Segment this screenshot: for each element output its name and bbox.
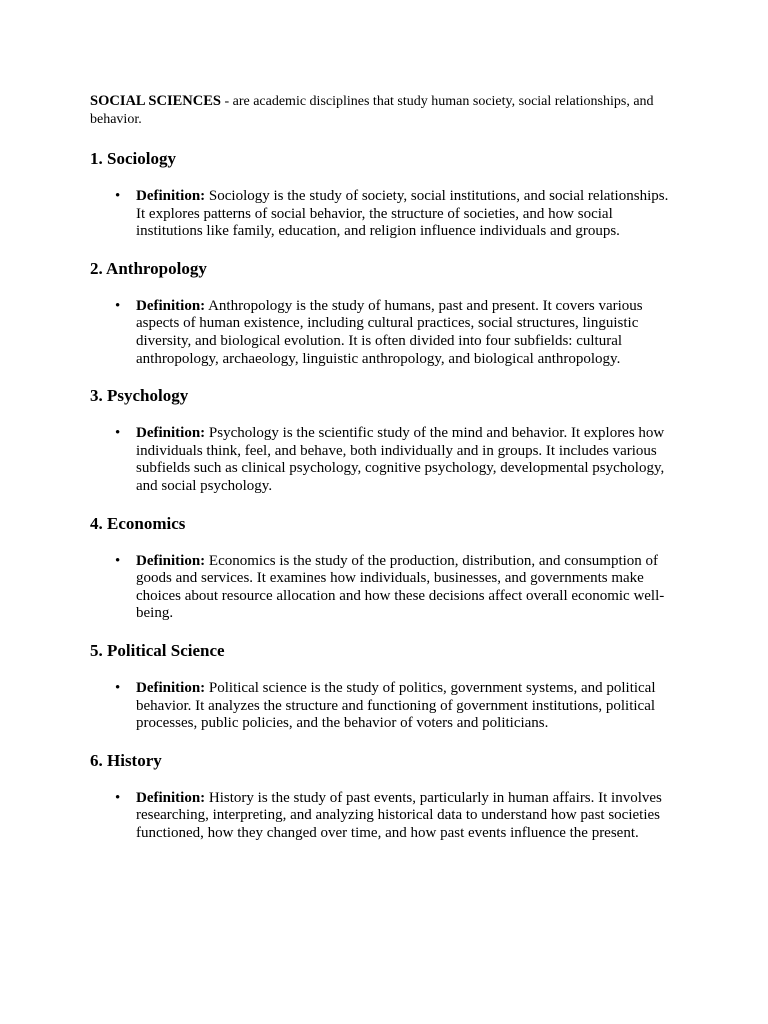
definition-text: Economics is the study of the production, distribution, and consumption of goods and services. It examines how individuals, businesses, and governments make choices about resource allocation and how these decisions affect overall economic well-being. — [136, 552, 665, 622]
definition-label: Definition: — [136, 679, 206, 696]
definition-text: Sociology is the study of society, social institutions, and social relationships. It explores patterns of social behavior, the structure of societies, and how social institutions like family, education, and religion influence individuals and groups. — [136, 188, 669, 240]
bullet-icon: • — [115, 789, 121, 806]
definition-list — [90, 425, 672, 495]
intro-term: SOCIAL SCIENCES — [90, 93, 221, 109]
definition-label: Definition: — [136, 425, 206, 442]
definition-item — [115, 679, 672, 733]
definition-list — [90, 790, 672, 843]
section-anthropology — [90, 259, 672, 368]
section-heading: 6. History — [90, 750, 162, 770]
section-heading: 4. Economics — [90, 513, 186, 533]
bullet-icon: • — [115, 297, 121, 314]
definition-list — [90, 553, 672, 623]
section-heading: 2. Anthropology — [90, 258, 207, 278]
definition-item — [115, 789, 672, 843]
definition-item — [115, 297, 672, 368]
definition-list — [90, 188, 672, 241]
bullet-icon: • — [115, 552, 121, 569]
section-political-science — [90, 641, 672, 733]
definition-label: Definition: — [136, 552, 206, 569]
section-economics — [90, 514, 672, 623]
intro-text: - are academic disciplines that study human society, social relationships, and behavior. — [90, 94, 654, 127]
definition-label: Definition: — [136, 297, 206, 314]
definition-text: Psychology is the scientific study of the mind and behavior. It explores how individuals think, feel, and behave, both individually and in groups. It includes various subfields such as clinical psychology, cognitive psychology, developmental psychology, and social psychology. — [136, 425, 665, 494]
definition-text: Anthropology is the study of humans, past and present. It covers various aspects of human existence, including cultural practices, social structures, linguistic diversity, and biological evolution. It is often divided into four subfields: cultural anthropology, archaeology, linguistic anthropology, and biological anthropology. — [136, 297, 643, 367]
definition-list — [90, 298, 672, 368]
definition-text: Political science is the study of politics, government systems, and political behavior. It analyzes the structure and functioning of government institutions, political processes, public policies, and the behavior of voters and politicians. — [136, 679, 656, 732]
definition-item — [115, 425, 672, 495]
section-heading: 5. Political Science — [90, 640, 225, 660]
definition-label: Definition: — [136, 789, 206, 806]
bullet-icon: • — [115, 679, 121, 696]
bullet-icon: • — [115, 188, 121, 204]
section-sociology — [90, 149, 672, 241]
section-heading: 1. Sociology — [90, 149, 176, 168]
definition-item — [115, 188, 672, 241]
bullet-icon: • — [115, 425, 121, 442]
section-history — [90, 751, 672, 843]
definition-item — [115, 552, 672, 623]
definition-text: History is the study of past events, particularly in human affairs. It involves researching, interpreting, and analyzing historical data to understand how past societies functioned, how they changed over time, and how past events influence the present. — [136, 789, 662, 841]
section-heading: 3. Psychology — [90, 386, 189, 406]
intro-paragraph — [90, 92, 660, 129]
definition-list — [90, 680, 672, 733]
section-psychology — [90, 386, 672, 495]
definition-label: Definition: — [136, 188, 206, 204]
